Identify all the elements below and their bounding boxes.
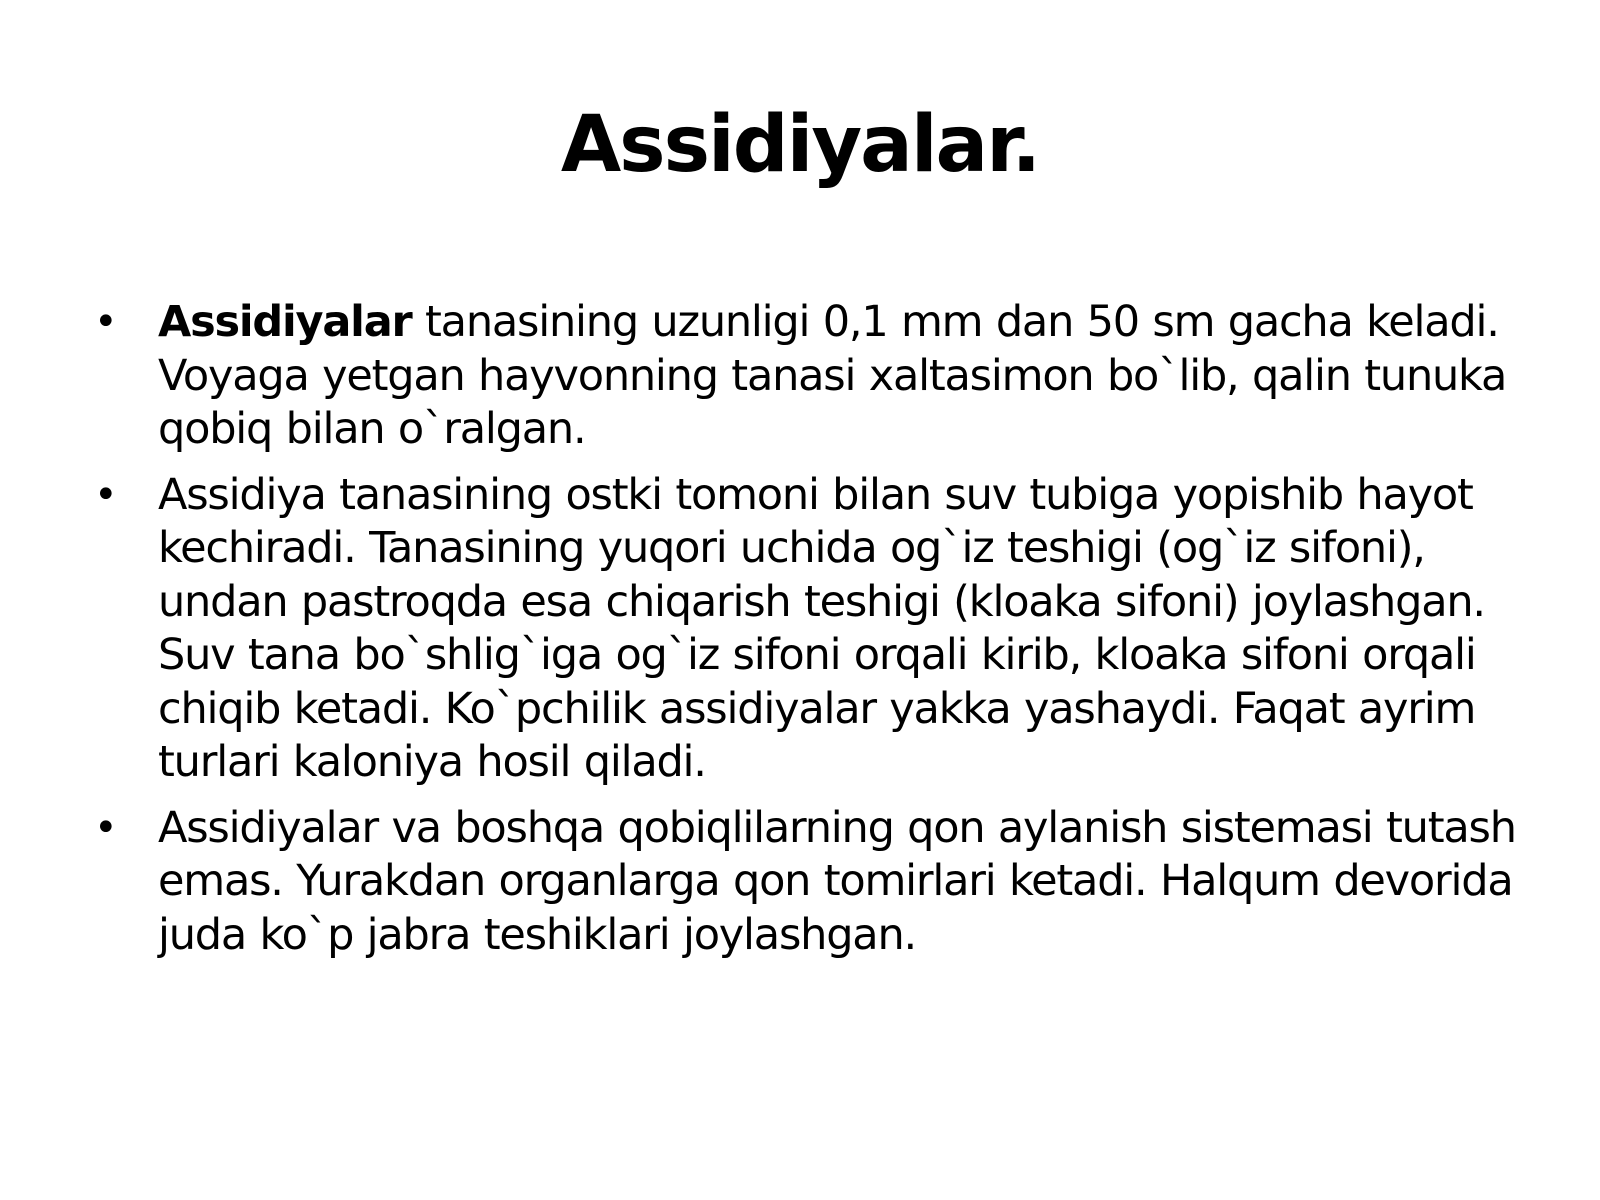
bullet-item-3 xyxy=(88,802,1518,963)
bullet-text: tanasining uzunligi 0,1 mm dan 50 sm gacha keladi. Voyaga yetgan hayvonning tanasi xaltasimon bo`lib, qalin tunuka qobiq bilan o`ralgan. xyxy=(158,297,1507,454)
bullet-text: Assidiyalar va boshqa qobiqlilarning qon aylanish sistemasi tutash emas. Yurakdan organlarga qon tomirlari ketadi. Halqum devorida juda ko`p jabra teshiklari joylashgan. xyxy=(158,802,1516,960)
bullet-item-2 xyxy=(88,469,1518,790)
bullet-icon: • xyxy=(94,299,117,345)
bullet-list xyxy=(88,296,1518,974)
slide-title: Assidiyalar. xyxy=(560,100,1040,190)
bullet-bold-lead: Assidiyalar xyxy=(158,297,412,347)
bullet-icon: • xyxy=(94,471,117,518)
bullet-item-1 xyxy=(88,296,1518,457)
bullet-text: Assidiya tanasining ostki tomoni bilan suv tubiga yopishib hayot kechiradi. Tanasining yuqori uchida og`iz teshigi (og`iz sifoni), undan pastroqda esa chiqarish teshigi (kloaka sifoni) joylashgan. Suv tana bo`shlig`iga og`iz sifoni orqali kirib, kloaka sifoni orqali chiqib ketadi. Ko`pchilik assidiyalar yakka yashaydi. Faqat ayrim turlari kaloniya hosil qiladi. xyxy=(158,469,1485,787)
bullet-icon: • xyxy=(94,804,117,851)
